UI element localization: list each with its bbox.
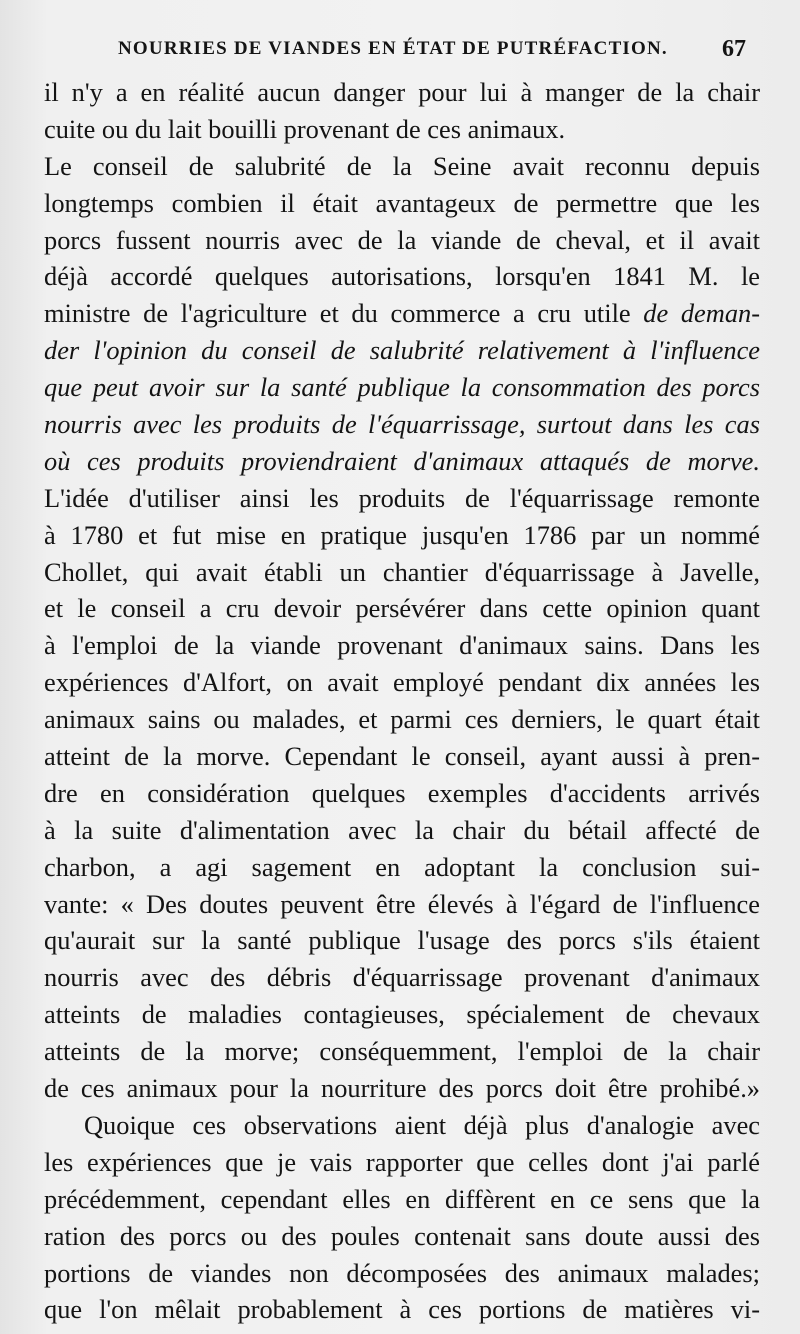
- text-line: les expériences que je vais rapporter que celles dont j'ai parlé: [44, 1146, 760, 1177]
- page-header: [118, 36, 746, 64]
- text-line: ration des porcs ou des poules contenait sans doute aussi des: [44, 1220, 760, 1251]
- text-line: il n'y a en réalité aucun danger pour lui à manger de la chair: [44, 77, 760, 107]
- text-line: à 1780 et fut mise en pratique jusqu'en 1786 par un nommé: [44, 519, 760, 550]
- text-line: atteint de la morve. Cependant le conseil, ayant aussi à pren-: [44, 741, 760, 772]
- italic-phrase: de deman-: [643, 298, 760, 329]
- text-line: précédemment, cependant elles en diffèrent en ce sens que la: [44, 1183, 760, 1214]
- text-line: ministre de l'agriculture et du commerce a cru utile de deman-: [44, 298, 760, 329]
- text-line: Quoique ces observations aient déjà plus d'analogie avec: [84, 1109, 760, 1140]
- body-text: [44, 74, 760, 1328]
- text-line: à l'emploi de la viande provenant d'animaux sains. Dans les: [44, 630, 760, 661]
- text-line: portions de viandes non décomposées des animaux malades;: [44, 1257, 760, 1288]
- text-line: animaux sains ou malades, et parmi ces derniers, le quart était: [44, 704, 760, 735]
- text-line: [44, 443, 760, 480]
- text-line: de ces animaux pour la nourriture des porcs doit être prohibé.»: [44, 1073, 760, 1104]
- text-line: et le conseil a cru devoir persévérer dans cette opinion quant: [44, 593, 760, 624]
- text-line: à la suite d'alimentation avec la chair du bétail affecté de: [44, 814, 760, 845]
- text-line: vante: « Des doutes peuvent être élevés à l'égard de l'influence: [44, 888, 760, 919]
- text-line: Chollet, qui avait établi un chantier d'équarrissage à Javelle,: [44, 556, 760, 587]
- text-line: que l'on mêlait probablement à ces portions de matières vi-: [44, 1294, 760, 1325]
- text-line: porcs fussent nourris avec de la viande de cheval, et il avait: [44, 224, 760, 255]
- text-line: charbon, a agi sagement en adoptant la conclusion sui-: [44, 851, 760, 882]
- text-line: qu'aurait sur la santé publique l'usage des porcs s'ils étaient: [44, 925, 760, 956]
- text-line: [44, 332, 760, 369]
- text-line: atteints de la morve; conséquemment, l'emploi de la chair: [44, 1036, 760, 1067]
- text-line: dre en considération quelques exemples d'accidents arrivés: [44, 777, 760, 808]
- running-title: NOURRIES DE VIANDES EN ÉTAT DE PUTRÉFACTION.: [118, 38, 668, 59]
- text-line: longtemps combien il était avantageux de permettre que les: [44, 187, 760, 218]
- italic-phrase: où ces produits proviendraient d'animaux attaqués de morve.: [44, 445, 760, 476]
- text-line: nourris avec des débris d'équarrissage provenant d'animaux: [44, 962, 760, 993]
- text-line: expériences d'Alfort, on avait employé pendant dix années les: [44, 667, 760, 698]
- text-line: [44, 369, 760, 406]
- text-line: Le conseil de salubrité de la Seine avait reconnu depuis: [44, 150, 760, 181]
- text-line: atteints de maladies contagieuses, spécialement de chevaux: [44, 999, 760, 1030]
- text-line: L'idée d'utiliser ainsi les produits de l'équarrissage remonte: [44, 482, 760, 513]
- text-line: [44, 406, 760, 443]
- text-line: déjà accordé quelques autorisations, lorsqu'en 1841 M. le: [44, 261, 760, 292]
- italic-phrase: nourris avec les produits de l'équarrissage, surtout dans les cas: [44, 409, 760, 440]
- italic-phrase: der l'opinion du conseil de salubrité relativement à l'influence: [44, 335, 760, 366]
- italic-phrase: que peut avoir sur la santé publique la consommation des porcs: [44, 372, 760, 403]
- text-line: cuite ou du lait bouilli provenant de ces animaux.: [44, 113, 566, 144]
- page-number: 67: [722, 36, 746, 62]
